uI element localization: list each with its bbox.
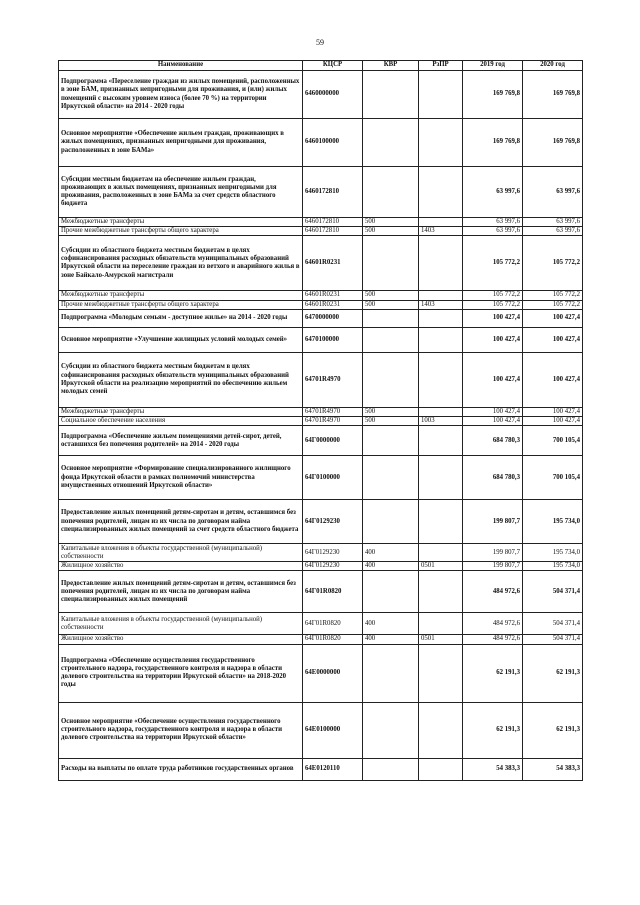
table-row	[59, 562, 583, 571]
row-value-2019: 100 427,4	[463, 309, 523, 327]
row-name: Прочие межбюджетные трансферты общего характера	[59, 227, 303, 236]
row-value-2020: 100 427,4	[523, 352, 583, 407]
row-name: Субсидии местным бюджетам на обеспечение жильем граждан, проживающих в жилых помещениях, признанных непригодными для проживания, расположенных в зоне БАМа за счет средств областного бюджета	[59, 167, 303, 218]
row-value-2020: 169 769,8	[523, 71, 583, 119]
header-2020: 2020 год	[523, 61, 583, 71]
row-name: Прочие межбюджетные трансферты общего характера	[59, 300, 303, 309]
row-kcsr: 64601R0231	[303, 291, 363, 300]
table-row	[59, 613, 583, 635]
row-value-2020: 169 769,8	[523, 119, 583, 167]
row-value-2020: 62 191,3	[523, 702, 583, 758]
row-rzpr	[419, 167, 463, 218]
header-rzpr: РзПР	[419, 61, 463, 71]
row-value-2019: 100 427,4	[463, 417, 523, 426]
row-value-2020: 195 734,0	[523, 544, 583, 562]
row-name: Капитальные вложения в объекты государственной (муниципальной) собственности	[59, 613, 303, 635]
header-kvr: КВР	[363, 61, 419, 71]
row-rzpr: 1403	[419, 300, 463, 309]
row-kvr: 500	[363, 407, 419, 416]
row-kvr	[363, 500, 419, 544]
row-kvr: 500	[363, 291, 419, 300]
row-kcsr: 64Г0100000	[303, 456, 363, 500]
row-kcsr: 64Г0000000	[303, 426, 363, 456]
row-kcsr: 6460172810	[303, 167, 363, 218]
row-rzpr	[419, 571, 463, 613]
row-rzpr	[419, 327, 463, 352]
table-row	[59, 702, 583, 758]
row-kcsr: 64Г01R0820	[303, 613, 363, 635]
row-name: Межбюджетные трансферты	[59, 407, 303, 416]
row-name: Основное мероприятие «Улучшение жилищных условий молодых семей»	[59, 327, 303, 352]
row-value-2020: 504 371,4	[523, 635, 583, 644]
row-kcsr: 6460000000	[303, 71, 363, 119]
row-kvr	[363, 644, 419, 702]
row-rzpr	[419, 309, 463, 327]
row-value-2019: 169 769,8	[463, 119, 523, 167]
table-row	[59, 227, 583, 236]
row-value-2019: 100 427,4	[463, 407, 523, 416]
row-rzpr: 1403	[419, 227, 463, 236]
row-rzpr	[419, 500, 463, 544]
row-name: Подпрограмма «Обеспечение жильем помещениями детей-сирот, детей, оставшихся без попечения родителей» на 2014 - 2020 годы	[59, 426, 303, 456]
row-value-2020: 504 371,4	[523, 613, 583, 635]
row-kcsr: 64Г0129230	[303, 544, 363, 562]
row-kvr	[363, 167, 419, 218]
row-name: Субсидии из областного бюджета местным бюджетам в целях софинансирования расходных обязательств муниципальных образований Иркутской области на переселение граждан из ветхого и аварийного жилья в зоне Байкало-Амурской магистрали	[59, 236, 303, 291]
row-rzpr	[419, 456, 463, 500]
row-rzpr	[419, 426, 463, 456]
row-value-2020: 63 997,6	[523, 167, 583, 218]
row-kcsr: 6460172810	[303, 227, 363, 236]
row-rzpr	[419, 613, 463, 635]
table-row	[59, 218, 583, 227]
row-value-2019: 100 427,4	[463, 327, 523, 352]
header-2019: 2019 год	[463, 61, 523, 71]
row-kvr	[363, 119, 419, 167]
row-name: Основное мероприятие «Обеспечение осуществления государственного строительного надзора, государственного контроля и надзора в области долевого строительства на территории Иркутской области»	[59, 702, 303, 758]
table-row	[59, 500, 583, 544]
row-kvr	[363, 352, 419, 407]
row-value-2020: 105 772,2	[523, 300, 583, 309]
row-value-2019: 199 807,7	[463, 562, 523, 571]
row-kcsr: 64Г01R0820	[303, 571, 363, 613]
row-kcsr: 6470100000	[303, 327, 363, 352]
table-row	[59, 291, 583, 300]
row-value-2019: 63 997,6	[463, 227, 523, 236]
row-kcsr: 64601R0231	[303, 236, 363, 291]
row-kcsr: 64Е0120110	[303, 758, 363, 780]
row-rzpr	[419, 407, 463, 416]
table-row	[59, 571, 583, 613]
row-name: Основное мероприятие «Формирование специализированного жилищного фонда Иркутской области в рамках полномочий министерства имущественных отношений Иркутской области»	[59, 456, 303, 500]
row-kcsr: 6470000000	[303, 309, 363, 327]
row-name: Жилищное хозяйство	[59, 562, 303, 571]
row-rzpr	[419, 702, 463, 758]
row-rzpr	[419, 119, 463, 167]
row-kcsr: 64Е0000000	[303, 644, 363, 702]
row-value-2020: 195 734,0	[523, 500, 583, 544]
row-value-2020: 54 383,3	[523, 758, 583, 780]
row-name: Капитальные вложения в объекты государственной (муниципальной) собственности	[59, 544, 303, 562]
row-rzpr	[419, 544, 463, 562]
table-row	[59, 352, 583, 407]
row-value-2020: 700 105,4	[523, 456, 583, 500]
row-kcsr: 64Е0100000	[303, 702, 363, 758]
row-kvr: 400	[363, 562, 419, 571]
row-rzpr: 0501	[419, 562, 463, 571]
row-value-2019: 484 972,6	[463, 571, 523, 613]
table-row	[59, 644, 583, 702]
row-kvr: 500	[363, 300, 419, 309]
row-kvr	[363, 426, 419, 456]
row-value-2019: 169 769,8	[463, 71, 523, 119]
row-rzpr	[419, 644, 463, 702]
row-name: Расходы на выплаты по оплате труда работников государственных органов	[59, 758, 303, 780]
row-rzpr	[419, 236, 463, 291]
row-name: Субсидии из областного бюджета местным бюджетам в целях софинансирования расходных обязательств муниципальных образований Иркутской области на реализацию мероприятий по обеспечению жильем молодых семей	[59, 352, 303, 407]
table-body	[59, 71, 583, 781]
table-row	[59, 327, 583, 352]
row-kvr: 500	[363, 417, 419, 426]
row-kvr: 500	[363, 218, 419, 227]
row-kvr	[363, 758, 419, 780]
row-value-2019: 54 383,3	[463, 758, 523, 780]
header-name: Наименование	[59, 61, 303, 71]
row-kcsr: 64701R4970	[303, 352, 363, 407]
row-kvr: 500	[363, 227, 419, 236]
row-kvr: 400	[363, 613, 419, 635]
table-row	[59, 407, 583, 416]
row-name: Предоставление жилых помещений детям-сиротам и детям, оставшимся без попечения родителей, лицам из их числа по договорам найма специализированных жилых помещений	[59, 571, 303, 613]
row-value-2020: 100 427,4	[523, 417, 583, 426]
row-kvr	[363, 456, 419, 500]
table-row	[59, 236, 583, 291]
row-value-2019: 199 807,7	[463, 500, 523, 544]
row-value-2019: 684 780,3	[463, 426, 523, 456]
header-kcsr: КЦСР	[303, 61, 363, 71]
row-kvr	[363, 702, 419, 758]
row-value-2019: 63 997,6	[463, 167, 523, 218]
table-row	[59, 417, 583, 426]
row-value-2020: 63 997,6	[523, 227, 583, 236]
row-value-2020: 105 772,2	[523, 236, 583, 291]
row-kcsr: 64701R4970	[303, 417, 363, 426]
row-rzpr	[419, 291, 463, 300]
row-value-2019: 62 191,3	[463, 702, 523, 758]
table-row	[59, 544, 583, 562]
row-value-2020: 100 427,4	[523, 309, 583, 327]
table-header-row	[59, 61, 583, 71]
table-row	[59, 635, 583, 644]
row-value-2019: 684 780,3	[463, 456, 523, 500]
row-value-2020: 100 427,4	[523, 407, 583, 416]
budget-table	[58, 60, 583, 781]
row-rzpr	[419, 218, 463, 227]
row-value-2020: 62 191,3	[523, 644, 583, 702]
row-rzpr: 1003	[419, 417, 463, 426]
row-value-2019: 100 427,4	[463, 352, 523, 407]
row-kcsr: 64Г0129230	[303, 562, 363, 571]
row-kvr	[363, 309, 419, 327]
row-kvr	[363, 327, 419, 352]
row-value-2020: 105 772,2	[523, 291, 583, 300]
table-row	[59, 426, 583, 456]
row-name: Межбюджетные трансферты	[59, 218, 303, 227]
row-name: Подпрограмма «Молодым семьям - доступное жилье» на 2014 - 2020 годы	[59, 309, 303, 327]
row-name: Подпрограмма «Переселение граждан из жилых помещений, расположенных в зоне БАМ, признанных непригодными для проживания, и (или) жилых помещений с высоким уровнем износа (более 70 %) на территории Иркутской области» на 2014 - 2020 годы	[59, 71, 303, 119]
row-value-2019: 199 807,7	[463, 544, 523, 562]
row-name: Предоставление жилых помещений детям-сиротам и детям, оставшимся без попечения родителей, лицам из их числа по договорам найма специализированных жилых помещений за счет средств областного бюджета	[59, 500, 303, 544]
row-kvr	[363, 71, 419, 119]
row-kcsr: 6460172810	[303, 218, 363, 227]
row-name: Основное мероприятие «Обеспечение жильем граждан, проживающих в жилых помещениях, признанных непригодными для проживания, расположенных в зоне БАМа»	[59, 119, 303, 167]
row-kvr	[363, 236, 419, 291]
page-number: 59	[316, 38, 324, 47]
row-kcsr: 64Г01R0820	[303, 635, 363, 644]
row-kcsr: 6460100000	[303, 119, 363, 167]
table-row	[59, 119, 583, 167]
table-row	[59, 300, 583, 309]
row-rzpr	[419, 352, 463, 407]
row-value-2020: 100 427,4	[523, 327, 583, 352]
row-name: Социальное обеспечение населения	[59, 417, 303, 426]
row-value-2019: 105 772,2	[463, 291, 523, 300]
row-value-2019: 484 972,6	[463, 613, 523, 635]
row-kcsr: 64701R4970	[303, 407, 363, 416]
row-kvr: 400	[363, 635, 419, 644]
row-name: Жилищное хозяйство	[59, 635, 303, 644]
row-value-2020: 504 371,4	[523, 571, 583, 613]
row-kcsr: 64Г0129230	[303, 500, 363, 544]
table-row	[59, 456, 583, 500]
row-name: Межбюджетные трансферты	[59, 291, 303, 300]
table-row	[59, 758, 583, 780]
row-kvr	[363, 571, 419, 613]
row-rzpr	[419, 758, 463, 780]
row-name: Подпрограмма «Обеспечение осуществления государственного строительного надзора, государственного контроля и надзора в области долевого строительства на территории Иркутской области» на 2018-2020 годы	[59, 644, 303, 702]
row-value-2019: 63 997,6	[463, 218, 523, 227]
row-value-2019: 105 772,2	[463, 300, 523, 309]
table-row	[59, 167, 583, 218]
row-value-2019: 105 772,2	[463, 236, 523, 291]
row-value-2020: 63 997,6	[523, 218, 583, 227]
row-kvr: 400	[363, 544, 419, 562]
row-rzpr	[419, 71, 463, 119]
row-value-2020: 195 734,0	[523, 562, 583, 571]
row-value-2019: 484 972,6	[463, 635, 523, 644]
row-rzpr: 0501	[419, 635, 463, 644]
row-kcsr: 64601R0231	[303, 300, 363, 309]
row-value-2020: 700 105,4	[523, 426, 583, 456]
row-value-2019: 62 191,3	[463, 644, 523, 702]
table-row	[59, 71, 583, 119]
table-row	[59, 309, 583, 327]
